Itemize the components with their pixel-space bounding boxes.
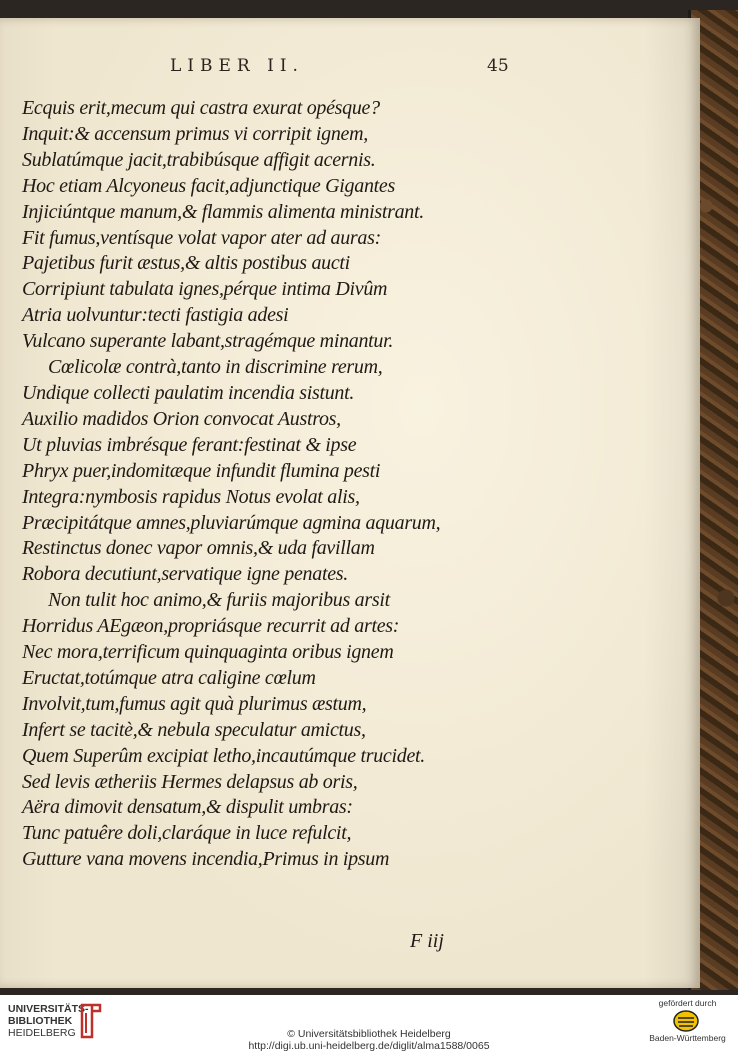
funder-name: Baden-Württemberg bbox=[649, 1033, 726, 1043]
viewer-footer bbox=[0, 995, 738, 1050]
verse-line: Nec mora,terrificum quinquaginta oribus ignem bbox=[22, 641, 394, 664]
verse-line: Robora decutiunt,servatique igne penates. bbox=[22, 563, 348, 586]
verse-block bbox=[22, 96, 492, 873]
verse-line: Eructat,totúmque atra caligine cœlum bbox=[22, 666, 316, 689]
verse-line: Corripiunt tabulata ignes,pérque intima Divûm bbox=[22, 278, 388, 301]
signature-mark: F iij bbox=[410, 930, 444, 952]
verse-line: Undique collecti paulatim incendia sistunt. bbox=[22, 381, 355, 404]
verse-line: Sublatúmque jacit,trabibúsque affigit acernis. bbox=[22, 148, 376, 171]
verse-line: Cœlicolæ contrà,tanto in discrimine rerum, bbox=[48, 356, 383, 379]
copyright-text: © Universitätsbibliothek Heidelberg bbox=[287, 1028, 451, 1040]
verse-line: Infert se tacitè,& nebula speculatur amictus, bbox=[22, 718, 366, 741]
state-emblem-icon bbox=[672, 1009, 700, 1033]
verse-line: Restinctus donec vapor omnis,& uda favillam bbox=[22, 537, 375, 560]
verse-line: Præcipitátque amnes,pluviarúmque agmina aquarum, bbox=[22, 511, 441, 534]
verse-line: Tunc patuêre doli,claráque in luce refulcit, bbox=[22, 822, 352, 845]
verse-line: Ut pluvias imbrésque ferant:festinat & ipse bbox=[22, 433, 357, 456]
page-header bbox=[0, 56, 700, 86]
verse-line: Phryx puer,indomitæque infundit flumina pesti bbox=[22, 459, 381, 482]
verse-line: Aëra dimovit densatum,& dispulit umbras: bbox=[22, 796, 353, 819]
verse-line: Inquit:& accensum primus vi corripit ignem, bbox=[22, 122, 368, 145]
verse-line: Involvit,tum,fumus agit quà plurimus æstum, bbox=[22, 692, 367, 715]
copyright-block bbox=[0, 1028, 738, 1052]
page-number: 45 bbox=[487, 56, 509, 76]
verse-line: Auxilio madidos Orion convocat Austros, bbox=[22, 407, 341, 430]
book-page bbox=[0, 18, 700, 988]
verse-line: Quem Superûm excipiat letho,incautúmque trucidet. bbox=[22, 744, 425, 767]
verse-line: Pajetibus furit æstus,& altis postibus aucti bbox=[22, 252, 350, 275]
library-name-line: HEIDELBERG bbox=[8, 1027, 76, 1039]
verse-line: Fit fumus,ventísque volat vapor ater ad auras: bbox=[22, 226, 381, 249]
verse-line: Integra:nymbosis rapidus Notus evolat alis, bbox=[22, 485, 360, 508]
library-name-line: UNIVERSITÄTS- bbox=[8, 1003, 89, 1015]
verse-line: Non tulit hoc animo,& furiis majoribus arsit bbox=[48, 589, 390, 612]
verse-line: Ecquis erit,mecum qui castra exurat opésque? bbox=[22, 97, 380, 119]
bleed-through-text bbox=[495, 78, 685, 898]
verse-line: Vulcano superante labant,stragémque minantur. bbox=[22, 330, 394, 353]
library-name-line: BIBLIOTHEK bbox=[8, 1015, 73, 1027]
verse-line: Atria uolvuntur:tecti fastigia adesi bbox=[22, 304, 289, 327]
source-url[interactable]: http://digi.ub.uni-heidelberg.de/diglit/alma1588/0065 bbox=[248, 1040, 490, 1052]
verse-line: Gutture vana movens incendia,Primus in ipsum bbox=[22, 848, 390, 871]
funder-label: gefördert durch bbox=[658, 998, 717, 1008]
verse-line: Horridus AEgæon,propriásque recurrit ad artes: bbox=[22, 615, 400, 638]
verse-line: Injiciúntque manum,& flammis alimenta ministrant. bbox=[22, 200, 424, 223]
verse-line: Hoc etiam Alcyoneus facit,adjunctique Gigantes bbox=[22, 174, 395, 197]
running-head: LIBER II. bbox=[170, 56, 304, 76]
verse-line: Sed levis ætheriis Hermes delapsus ab oris, bbox=[22, 770, 358, 793]
